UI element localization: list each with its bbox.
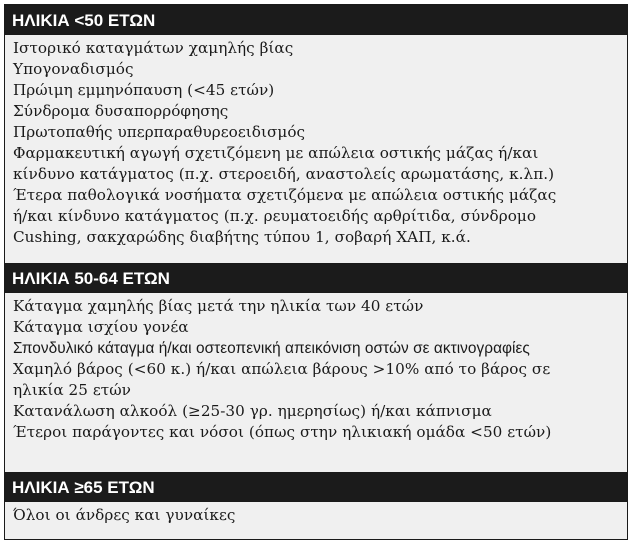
list-item: Πρώιμη εμμηνόπαυση (<45 ετών) bbox=[13, 81, 275, 99]
section-header-under-50: ΗΛΙΚΙΑ <50 ΕΤΩΝ bbox=[5, 5, 627, 35]
list-item: Φαρμακευτική αγωγή σχετιζόμενη με απώλεια οστικής μάζας ή/και bbox=[13, 144, 539, 162]
risk-factors-table bbox=[4, 4, 628, 540]
list-item: Σπονδυλικό κάταγμα ή/και οστεοπενική απεικόνιση οστών σε ακτινογραφίες bbox=[13, 340, 530, 357]
section-body-50-64 bbox=[5, 293, 627, 472]
section-header-50-64: ΗΛΙΚΙΑ 50-64 ΕΤΩΝ bbox=[5, 263, 627, 293]
list-item: Πρωτοπαθής υπερπαραθυρεοειδισμός bbox=[13, 123, 306, 141]
list-item: Έτερα παθολογικά νοσήματα σχετιζόμενα με απώλεια οστικής μάζας bbox=[13, 186, 557, 204]
list-item: Υπογοναδισμός bbox=[13, 60, 134, 78]
list-item: Σύνδρομα δυσαπορρόφησης bbox=[13, 102, 229, 120]
list-item: Ιστορικό καταγμάτων χαμηλής βίας bbox=[13, 39, 294, 57]
list-item: ή/και κίνδυνο κατάγματος (π.χ. ρευματοειδής αρθρίτιδα, σύνδρομο bbox=[13, 207, 537, 225]
list-item: Cushing, σακχαρώδης διαβήτης τύπου 1, σοβαρή ΧΑΠ, κ.ά. bbox=[13, 228, 471, 246]
list-item: Χαμηλό βάρος (<60 κ.) ή/και απώλεια βάρους >10% από το βάρος σε bbox=[13, 360, 551, 378]
list-item: Κάταγμα χαμηλής βίας μετά την ηλικία των 40 ετών bbox=[13, 297, 424, 315]
section-body-under-50 bbox=[5, 35, 627, 263]
section-body-65-plus bbox=[5, 502, 627, 539]
list-item: Έτεροι παράγοντες και νόσοι (όπως στην ηλικιακή ομάδα <50 ετών) bbox=[13, 423, 552, 441]
list-item: κίνδυνο κατάγματος (π.χ. στεροειδή, αναστολείς αρωματάσης, κ.λπ.) bbox=[13, 165, 555, 183]
list-item: ηλικία 25 ετών bbox=[13, 381, 131, 399]
list-item: Κάταγμα ισχίου γονέα bbox=[13, 318, 189, 336]
list-item: Όλοι οι άνδρες και γυναίκες bbox=[13, 506, 236, 524]
section-header-65-plus: ΗΛΙΚΙΑ ≥65 ΕΤΩΝ bbox=[5, 472, 627, 502]
list-item: Κατανάλωση αλκοόλ (≥25-30 γρ. ημερησίως) ή/και κάπνισμα bbox=[13, 402, 492, 420]
